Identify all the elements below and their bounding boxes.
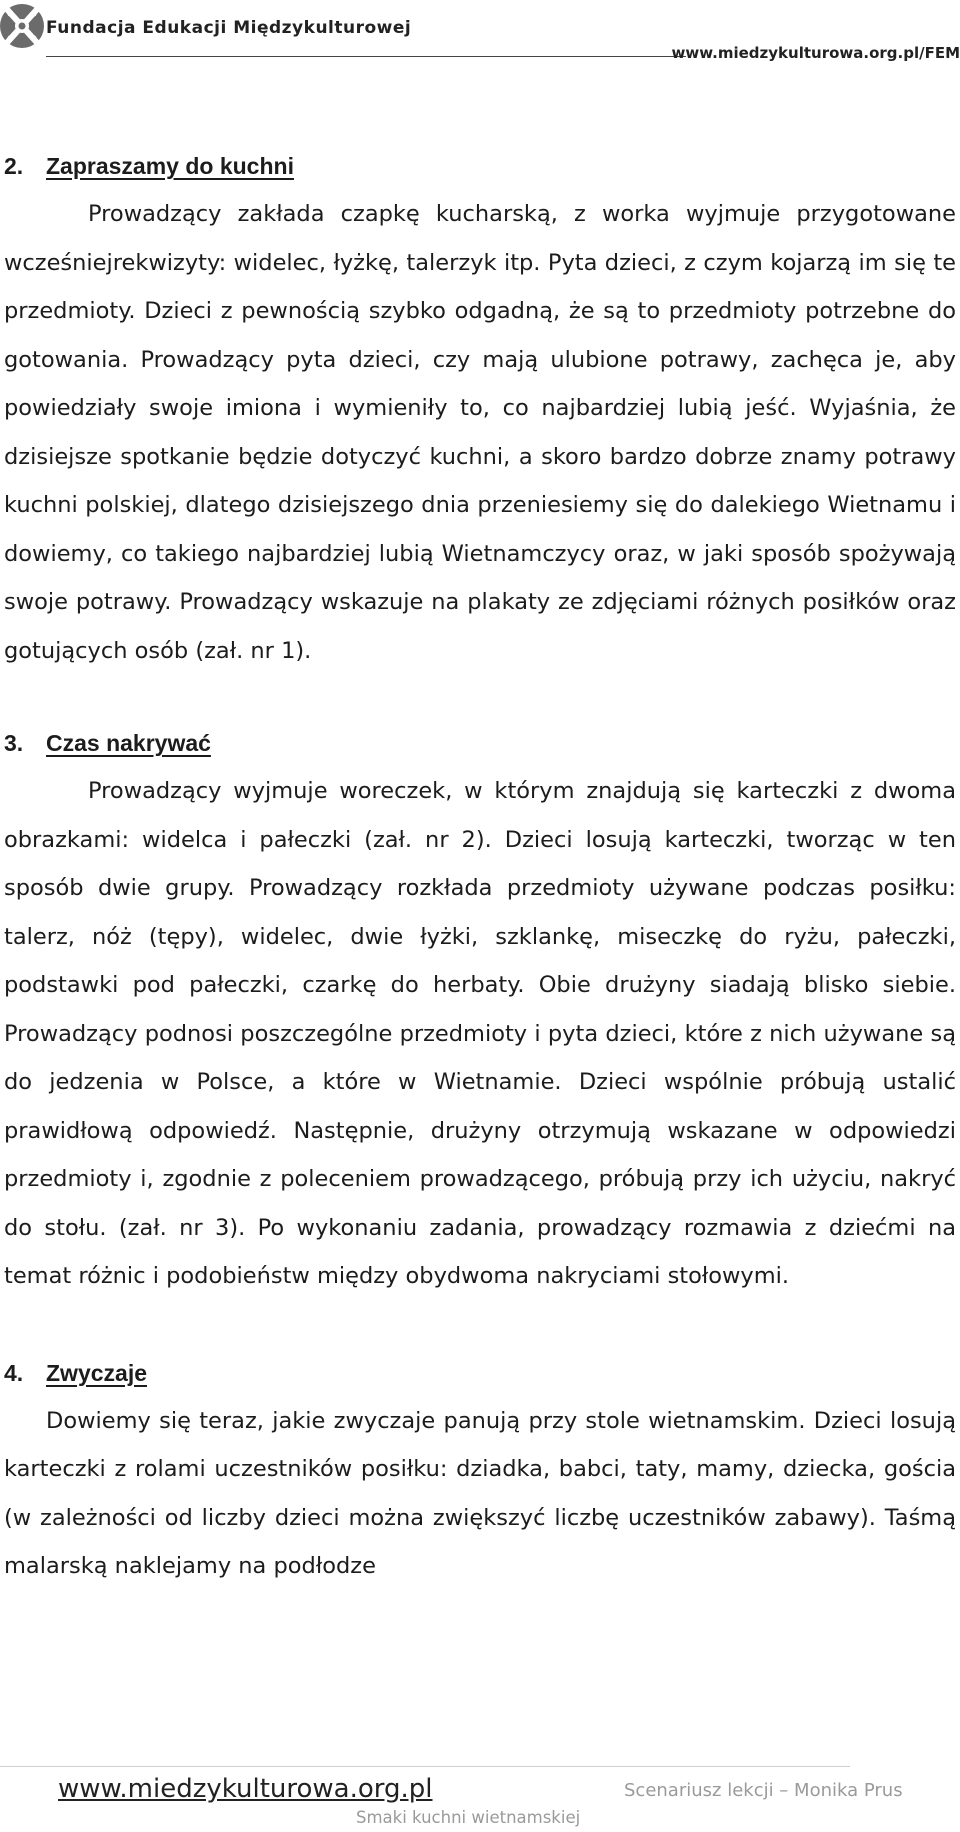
- section-heading-4: [4, 1349, 956, 1397]
- section-number: 3.: [4, 730, 24, 756]
- document-body: [4, 142, 956, 1591]
- section-paragraph: Dowiemy się teraz, jakie zwyczaje panują przy stole wietnamskim. Dzieci losują karteczki z rolami uczestników posiłku: dziadka, babci, taty, mamy, dziecka, gościa (w zależności od liczby dzieci można zwiększyć liczbę uczestników zabawy). Taśmą malarską naklejamy na podłodze: [4, 1407, 956, 1579]
- footer-website-link[interactable]: www.miedzykulturowa.org.pl: [58, 1774, 433, 1804]
- section-paragraph: Prowadzący zakłada czapkę kucharską, z worka wyjmuje przygotowane wcześniejrekwizyty: widelec, łyżkę, talerzyk itp. Pyta dzieci, z czym kojarzą im się te przedmioty. Dzieci z pewnością szybko odgadną, że są to przedmioty potrzebne do gotowania. Prowadzący pyta dzieci, czy mają ulubione potrawy, zachęca je, aby powiedziały swoje imiona i wymieniły to, co najbardziej lubią jeść. Wyjaśnia, że dzisiejsze spotkanie będzie dotyczyć kuchni, a skoro bardzo dobrze znamy potrawy kuchni polskiej, dlatego dzisiejszego dnia przeniesiemy się do dalekiego Wietnamu i dowiemy, co takiego najbardziej lubią Wietnamczycy oraz, w jaki sposób spożywają swoje potrawy. Prowadzący wskazuje na plakaty ze zdjęciami różnych posiłków oraz gotujących osób (zał. nr 1).: [4, 201, 956, 664]
- section-heading-3: [4, 719, 956, 767]
- section-paragraph: Prowadzący wyjmuje woreczek, w którym znajdują się karteczki z dwoma obrazkami: widelca i pałeczki (zał. nr 2). Dzieci losują karteczki, tworząc w ten sposób dwie grupy. Prowadzący rozkłada przedmioty używane podczas posiłku: talerz, nóż (tępy), widelec, dwie łyżki, szklankę, miseczkę do ryżu, pałeczki, podstawki pod pałeczki, czarkę do herbaty. Obie drużyny siadają blisko siebie. Prowadzący podnosi poszczególne przedmioty i pyta dzieci, które z nich używane są do jedzenia w Polsce, a które w Wietnamie. Dzieci wspólnie próbują ustalić prawidłową odpowiedź. Następnie, drużyny otrzymują wskazane w odpowiedzi przedmioty i, zgodnie z poleceniem prowadzącego, próbują przy ich użyciu, nakryć do stołu. (zał. nr 3). Po wykonaniu zadania, prowadzący rozmawia z dziećmi na temat różnic i podobieństw między obydwoma nakryciami stołowymi.: [4, 778, 956, 1289]
- footer-subtitle: Smaki kuchni wietnamskiej: [356, 1808, 581, 1827]
- page-header: [0, 0, 960, 66]
- header-divider: [46, 56, 686, 57]
- section-title: Zwyczaje: [46, 1359, 147, 1386]
- organization-name: Fundacja Edukacji Międzykulturowej: [46, 18, 412, 38]
- section-title: Zapraszamy do kuchni: [46, 153, 294, 179]
- footer-author: Scenariusz lekcji – Monika Prus: [624, 1780, 903, 1801]
- section-number: 2.: [4, 153, 24, 179]
- footer-divider: [0, 1766, 850, 1767]
- section-number: 4.: [4, 1359, 24, 1386]
- section-heading-2: [4, 142, 956, 190]
- header-website-link[interactable]: www.miedzykulturowa.org.pl/FEM: [671, 44, 960, 62]
- section-title: Czas nakrywać: [46, 730, 211, 756]
